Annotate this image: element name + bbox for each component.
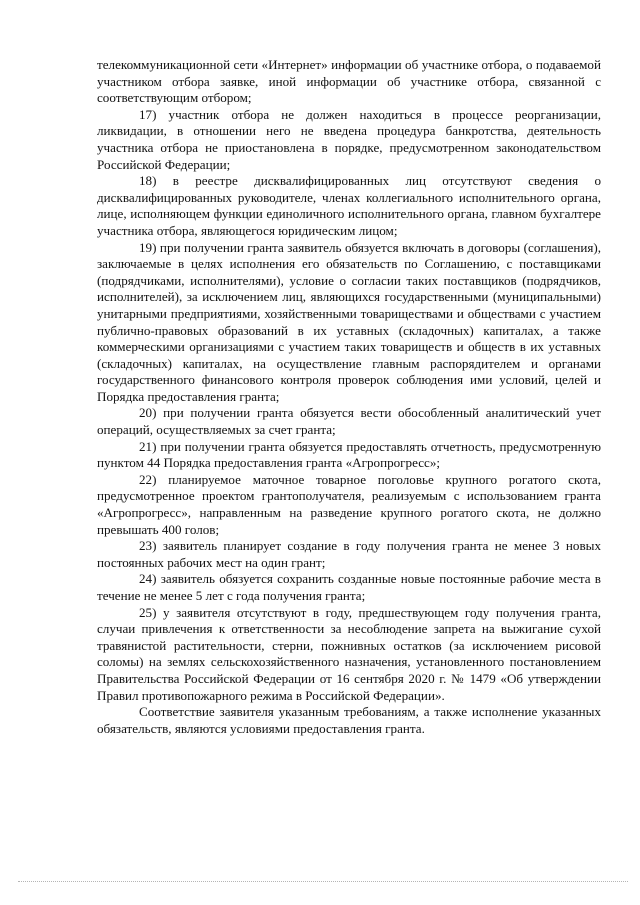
paragraph-item-21: 21) при получении гранта обязуется предоставлять отчетность, предусмотренную пунктом 44 Порядка предоставления гранта «Агропрогресс»; bbox=[97, 438, 601, 471]
paragraph-item-18: 18) в реестре дисквалифицированных лиц отсутствуют сведения о дисквалифицированных руководителе, членах коллегиального исполнительного органа, лице, исполняющем функции единоличного исполнительного органа, главном бухгалтере участника отбора, являющегося юридическим лицом; bbox=[97, 173, 601, 238]
paragraph-item-22: 22) планируемое маточное товарное поголовье крупного рогатого скота, предусмотренное проектом грантополучателя, реализуемым с использованием гранта «Агропрогресс», направленным на разведение крупного рогатого скота, не должно превышать 400 голов; bbox=[97, 471, 601, 537]
paragraph-item-19: 19) при получении гранта заявитель обязуется включать в договоры (соглашения), заключаемые в целях исполнения его обязательств по Соглашению, с поставщиками (подрядчиками, исполнителями), условие о согласии таких поставщиков (подрядчиков, исполнителей), за исключением лиц, являющихся государственными (муниципальными) унитарными предприятиями, хозяйственными товариществами и обществами с участием публично-правовых образований в их уставных (складочных) капиталах, а также коммерческими организациями с участием таких товариществ и обществ в их уставных (складочных) капиталах, на осуществление главным распорядителем и органами государственного финансового контроля проверок соблюдения ими условий, целей и Порядка предоставления гранта; bbox=[97, 239, 601, 404]
paragraph-item-17: 17) участник отбора не должен находиться в процессе реорганизации, ликвидации, в отношении него не введена процедура банкротства, деятельность участника отбора не приостановлена в порядке, предусмотренном законодательством Российской Федерации; bbox=[97, 106, 601, 172]
paragraph-item-23: 23) заявитель планирует создание в году получения гранта не менее 3 новых постоянных рабочих мест на один грант; bbox=[97, 538, 601, 570]
paragraph-item-25: 25) у заявителя отсутствуют в году, предшествующем году получения гранта, случаи привлечения к ответственности за несоблюдение запрета на выжигание сухой травянистой растительности, стерни, пожнивных остатков (за исключением рисовой соломы) на землях сельскохозяйственного назначения, установленного постановлением Правительства Российской Федерации от 16 сентября 2020 г. № 1479 «Об утверждении Правил противопожарного режима в Российской Федерации». bbox=[97, 604, 601, 703]
paragraph-continuation: телекоммуникационной сети «Интернет» информации об участнике отбора, о подаваемой участником отбора заявке, иной информации об участнике отбора, связанной с соответствующим отбором; bbox=[97, 57, 601, 106]
page-bottom-rule bbox=[18, 881, 628, 882]
paragraph-conclusion: Соответствие заявителя указанным требованиям, а также исполнение указанных обязательств, являются условиями предоставления гранта. bbox=[97, 704, 601, 736]
document-body bbox=[97, 57, 601, 737]
paragraph-item-24: 24) заявитель обязуется сохранить созданные новые постоянные рабочие места в течение не менее 5 лет с года получения гранта; bbox=[97, 571, 601, 603]
paragraph-item-20: 20) при получении гранта обязуется вести обособленный аналитический учет операций, осуществляемых за счет гранта; bbox=[97, 405, 601, 438]
